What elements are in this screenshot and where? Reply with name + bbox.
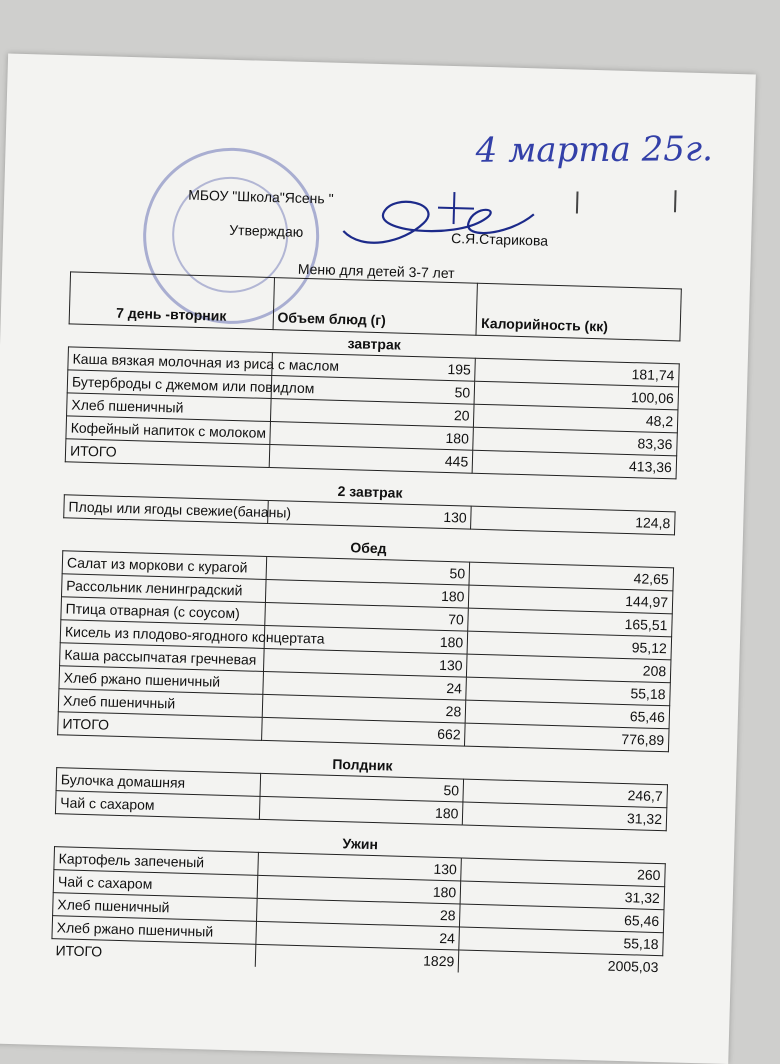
dish-volume: 180 bbox=[264, 625, 468, 654]
dish-volume: 130 bbox=[263, 648, 467, 677]
dish-calories: 83,36 bbox=[473, 427, 677, 456]
dish-volume: 130 bbox=[257, 852, 461, 881]
dish-calories: 31,32 bbox=[460, 881, 664, 910]
pen-mark bbox=[674, 190, 677, 212]
dish-name: ИТОГО bbox=[58, 712, 262, 741]
dish-calories: 65,46 bbox=[465, 700, 669, 729]
grand-total-calories: 2005,03 bbox=[458, 950, 662, 978]
dish-volume: 24 bbox=[263, 671, 467, 700]
dish-volume: 28 bbox=[262, 694, 466, 723]
menu-title: Меню для детей 3-7 лет bbox=[297, 260, 455, 282]
dish-calories: 181,74 bbox=[475, 358, 679, 387]
dish-volume: 50 bbox=[271, 376, 475, 405]
dish-name: Чай с сахаром bbox=[55, 791, 259, 820]
dish-volume: 662 bbox=[261, 717, 465, 746]
dish-name: Хлеб пшеничный bbox=[67, 393, 271, 422]
dish-name: Салат из моркови с курагой bbox=[62, 551, 266, 580]
grand-total-volume: 1829 bbox=[255, 944, 459, 972]
section-name: Ужин bbox=[342, 835, 379, 853]
dish-name: Бутерброды с джемом или повидлом bbox=[67, 370, 271, 399]
dish-calories: 48,2 bbox=[474, 404, 678, 433]
dish-name: Хлеб пшеничный bbox=[53, 893, 257, 922]
dish-calories: 55,18 bbox=[459, 927, 663, 956]
grand-total-label: ИТОГО bbox=[51, 939, 255, 967]
dish-calories: 100,06 bbox=[474, 381, 678, 410]
dish-name: Чай с сахаром bbox=[53, 870, 257, 899]
dish-name: Хлеб ржано пшеничный bbox=[52, 916, 256, 945]
dish-calories: 208 bbox=[467, 654, 671, 683]
dish-name: Хлеб пшеничный bbox=[58, 689, 262, 718]
dish-volume: 24 bbox=[256, 921, 460, 950]
approver-name: С.Я.Старикова bbox=[450, 230, 549, 249]
school-name: МБОУ "Школа"Ясень " bbox=[188, 186, 334, 207]
dish-name: Плоды или ягоды свежие(бананы) bbox=[64, 495, 268, 524]
dish-name: Кисель из плодово-ягодного концертата bbox=[60, 620, 264, 649]
col-calories-header: Калорийность (кк) bbox=[476, 283, 681, 341]
dish-volume: 180 bbox=[257, 875, 461, 904]
dish-volume: 50 bbox=[260, 773, 464, 802]
dish-calories: 95,12 bbox=[467, 631, 671, 660]
dish-volume: 195 bbox=[271, 353, 475, 382]
approve-label: Утверждаю bbox=[229, 221, 304, 240]
handwritten-date: 4 марта 25г. bbox=[475, 129, 714, 171]
section-name: Обед bbox=[350, 539, 387, 557]
dish-calories: 165,51 bbox=[468, 608, 672, 637]
pen-mark bbox=[576, 191, 579, 213]
dish-name: ИТОГО bbox=[65, 439, 269, 468]
dish-calories: 413,36 bbox=[472, 450, 676, 479]
dish-volume: 180 bbox=[265, 579, 469, 608]
dish-volume: 130 bbox=[267, 500, 471, 529]
dish-calories: 55,18 bbox=[466, 677, 670, 706]
dish-volume: 20 bbox=[270, 399, 474, 428]
dish-calories: 144,97 bbox=[469, 585, 673, 614]
dish-name: Птица отварная (с соусом) bbox=[61, 597, 265, 626]
dish-calories: 124,8 bbox=[471, 506, 675, 535]
section-name: Полдник bbox=[332, 755, 393, 774]
dish-volume: 180 bbox=[259, 796, 463, 825]
section-name: 2 завтрак bbox=[337, 482, 403, 501]
dish-name: Каша вязкая молочная из риса с маслом bbox=[68, 347, 272, 376]
day-label: 7 день -вторник bbox=[69, 272, 274, 330]
dish-volume: 28 bbox=[256, 898, 460, 927]
dish-name: Булочка домашняя bbox=[56, 768, 260, 797]
dish-name: Картофель запеченый bbox=[54, 847, 258, 876]
dish-volume: 50 bbox=[266, 556, 470, 585]
dish-name: Рассольник ленинградский bbox=[61, 574, 265, 603]
col-volume-header: Объем блюд (г) bbox=[273, 278, 478, 336]
dish-calories: 65,46 bbox=[460, 904, 664, 933]
dish-name: Кофейный напиток с молоком bbox=[66, 416, 270, 445]
dish-calories: 776,89 bbox=[465, 723, 669, 752]
dish-calories: 260 bbox=[461, 858, 665, 887]
dish-calories: 31,32 bbox=[463, 802, 667, 831]
menu-table bbox=[51, 253, 683, 978]
dish-volume: 70 bbox=[264, 602, 468, 631]
dish-volume: 445 bbox=[269, 445, 473, 474]
dish-volume: 180 bbox=[269, 422, 473, 451]
dish-name: Каша рассыпчатая гречневая bbox=[60, 643, 264, 672]
dish-calories: 246,7 bbox=[463, 779, 667, 808]
section-name: завтрак bbox=[347, 335, 401, 353]
menu-sheet bbox=[0, 54, 756, 1064]
dish-name: Хлеб ржано пшеничный bbox=[59, 666, 263, 695]
dish-calories: 42,65 bbox=[469, 562, 673, 591]
